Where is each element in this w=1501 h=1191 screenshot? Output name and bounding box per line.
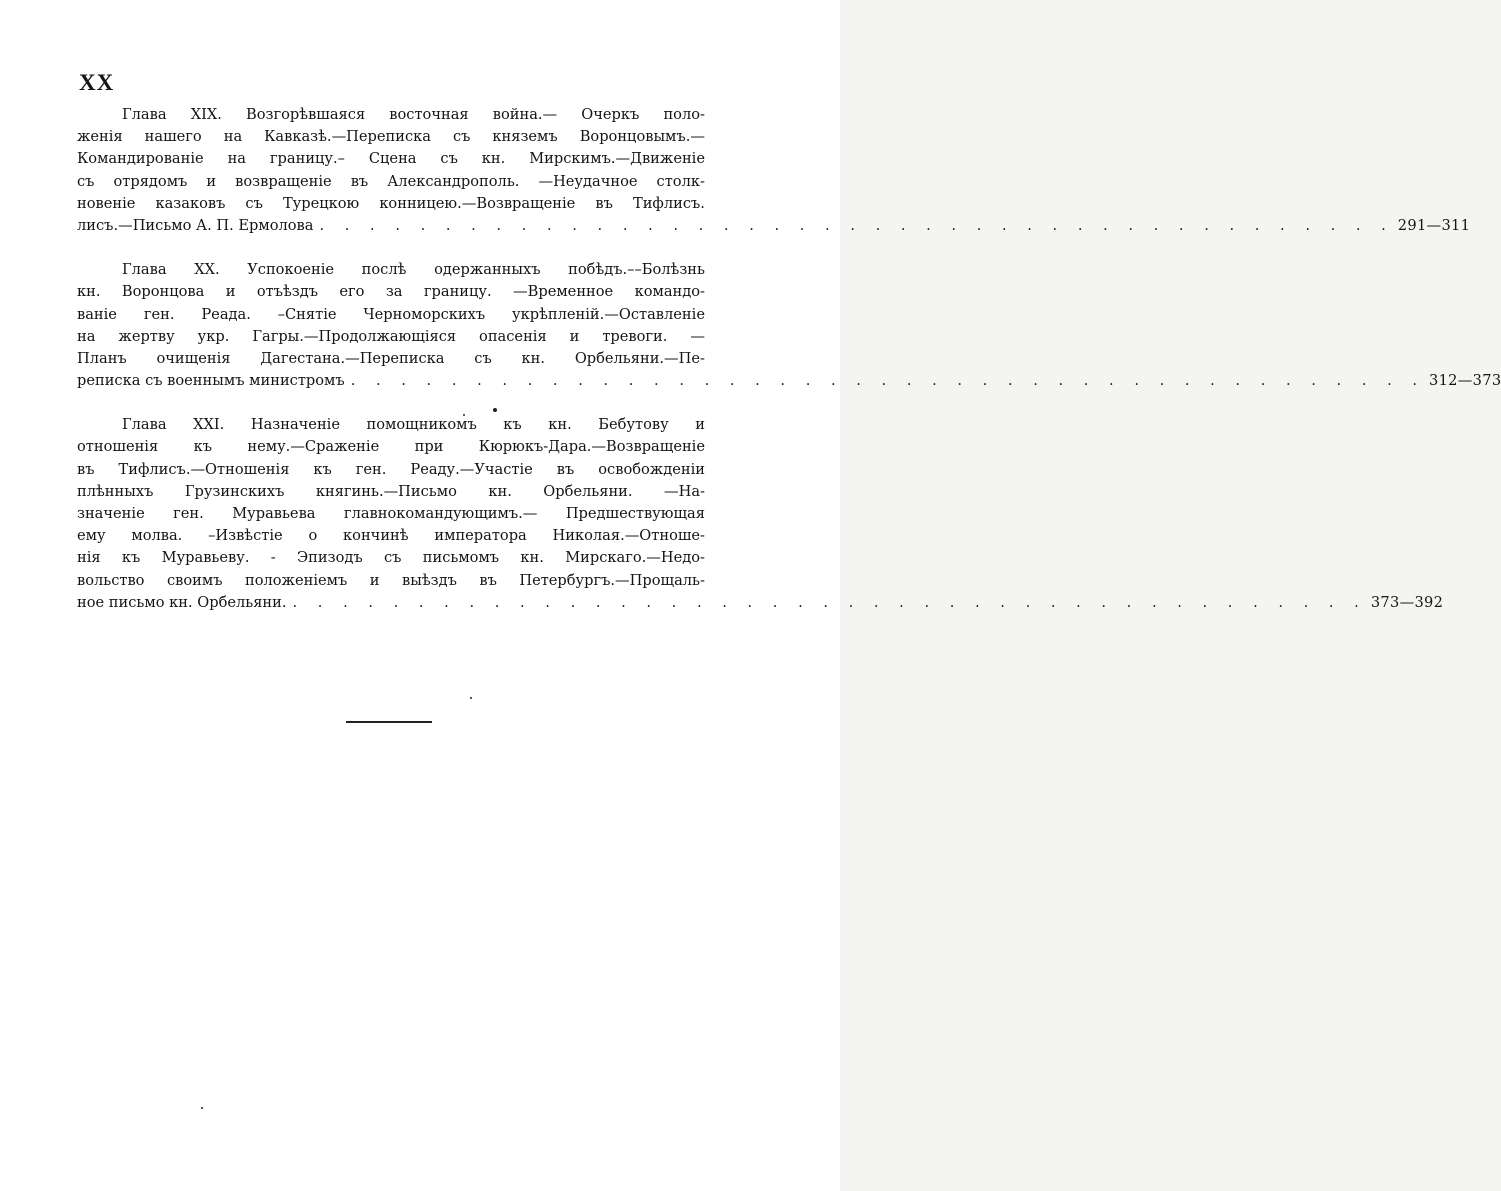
toc-line [77, 436, 705, 458]
word: Реаду.—Участіе [410, 460, 533, 478]
word: и [695, 416, 705, 434]
word: Успокоеніе [247, 261, 335, 279]
page-number: XX [79, 70, 115, 95]
word: –Снятіе [277, 305, 337, 323]
word: — [690, 327, 705, 345]
word: съ [77, 172, 95, 190]
word: кн. [548, 416, 572, 434]
word: Орбельяни. [543, 482, 633, 500]
word: отъѣздъ [256, 283, 319, 301]
word: нія [77, 549, 101, 567]
word: Дагестана.—Переписка [260, 349, 445, 367]
print-speck [493, 408, 497, 412]
word: Командированіе [77, 150, 204, 168]
word: кн. [520, 549, 544, 567]
word: Грузинскихъ [184, 482, 285, 500]
word: опасенія [479, 327, 547, 345]
word: Александрополь. [387, 172, 520, 190]
word: вольство [77, 571, 145, 589]
word: и [369, 571, 380, 589]
page-range: 291—311 [1397, 216, 1471, 234]
word: Гагры.—Продолжающіяся [252, 327, 457, 345]
word: Черноморскихъ [363, 305, 486, 323]
word: въ [595, 194, 613, 212]
toc-line [77, 171, 705, 193]
word: кончинѣ [343, 527, 409, 545]
toc-entry [77, 104, 1471, 237]
word: командо- [634, 283, 705, 301]
word: отношенія [77, 438, 159, 456]
toc-line [77, 148, 705, 170]
word: восточная [389, 106, 469, 123]
word: нашего [144, 128, 202, 146]
leader-dots: . . . . . . . . . . . . . . . . . . . . . . . . . . . . . . . . . . . . . . . . . . . [292, 593, 1367, 611]
word: Кюрюкъ-Дара.—Возвращеніе [478, 438, 705, 456]
word: —Неудачное [538, 172, 638, 190]
closing-rule [346, 721, 432, 723]
word: Муравьева [232, 505, 316, 522]
word: женія [77, 128, 123, 146]
word: конницею.—Возвращеніе [379, 194, 576, 212]
toc-line [77, 348, 705, 370]
word: побѣдъ.––Болѣзнь [568, 261, 705, 279]
word: Назначеніе [250, 416, 340, 434]
word: съ [440, 150, 458, 168]
word: ген. [355, 460, 387, 478]
toc-line [77, 459, 705, 481]
word: ему [77, 527, 106, 545]
word: —Временное [513, 283, 614, 301]
word: Мирскаго.—Недо- [565, 549, 705, 567]
print-speck [201, 1107, 203, 1109]
word: столк- [656, 172, 705, 190]
toc-line [77, 304, 705, 326]
word: Тифлисъ. [632, 194, 705, 212]
toc-line [77, 104, 705, 126]
word: поло- [663, 106, 705, 123]
word: съ [383, 549, 402, 567]
word: значеніе [77, 505, 145, 522]
word: Муравьеву. [161, 549, 250, 567]
word: Сцена [368, 150, 417, 168]
word: своимъ [166, 571, 223, 589]
word: ваніе [77, 305, 117, 323]
word: Реада. [201, 305, 251, 323]
word: Очеркъ [581, 106, 640, 123]
word: послѣ [361, 261, 407, 279]
toc-line [77, 193, 705, 215]
word: тревоги. [602, 327, 668, 345]
word: Мирскимъ.—Движеніе [529, 150, 705, 168]
word: съ [452, 128, 471, 146]
word: нему.—Сраженіе [247, 438, 380, 456]
toc-line-with-pages [77, 370, 1501, 392]
word: освобожденіи [598, 460, 705, 478]
word: XX. [194, 261, 220, 279]
word: XIX. [190, 106, 222, 123]
toc-line-with-pages [77, 592, 1444, 614]
word: Эпизодъ [297, 549, 363, 567]
word: при [414, 438, 444, 456]
toc-line-text: ное письмо кн. Орбельяни. [77, 593, 287, 611]
word: укр. [197, 327, 230, 345]
toc-line [77, 481, 705, 503]
word: Бебутову [598, 416, 669, 434]
word: съ [245, 194, 263, 212]
word: казаковъ [155, 194, 226, 212]
toc-line [77, 503, 705, 525]
toc-entry [77, 259, 1501, 392]
page-range: 373—392 [1370, 593, 1444, 611]
word: Тифлисъ.—Отношенія [118, 460, 290, 478]
word: о [308, 527, 318, 545]
word: кн. [521, 349, 546, 367]
word: и [225, 283, 236, 301]
toc-line [77, 326, 705, 348]
word: границу.– [269, 150, 345, 168]
word: Воронцовымъ.— [579, 128, 705, 146]
word: княгинь.—Письмо [315, 482, 457, 500]
leader-dots: . . . . . . . . . . . . . . . . . . . . . . . . . . . . . . . . . . . . . . . . . . . [319, 216, 1394, 234]
word: въ [77, 460, 95, 478]
word: границу. [423, 283, 492, 301]
word: въ [350, 172, 369, 190]
word: отрядомъ [113, 172, 188, 190]
word: главнокомандующимъ.— [343, 505, 538, 522]
word: кн. [481, 150, 506, 168]
word: ген. [143, 305, 175, 323]
word: на [77, 327, 96, 345]
word: Орбельяни.—Пе- [574, 349, 705, 367]
word: Кавказѣ.—Переписка [264, 128, 431, 146]
word: ген. [173, 505, 204, 522]
word: кн. [77, 283, 101, 301]
word: Глава [122, 261, 167, 279]
word: Планъ [77, 349, 127, 367]
word: Возгорѣвшаяся [246, 106, 366, 123]
word: и [569, 327, 580, 345]
word: одержанныхъ [434, 261, 541, 279]
word: его [339, 283, 365, 301]
word: Глава [122, 416, 167, 434]
toc-line [77, 414, 705, 436]
word: къ [121, 549, 141, 567]
word: къ [503, 416, 522, 434]
word: укрѣпленій.—Оставленіе [512, 305, 705, 323]
word: Воронцова [121, 283, 205, 301]
word: выѣздъ [402, 571, 457, 589]
word: —На- [664, 482, 705, 500]
table-of-contents [77, 104, 1501, 636]
word: XXI. [193, 416, 225, 434]
word: плѣнныхъ [77, 482, 154, 500]
word: положеніемъ [244, 571, 348, 589]
word: Петербургъ.—Прощаль- [519, 571, 705, 589]
word: возвращеніе [235, 172, 332, 190]
leader-dots: . . . . . . . . . . . . . . . . . . . . . . . . . . . . . . . . . . . . . . . . . . . [350, 372, 1426, 390]
toc-line [77, 126, 705, 148]
word: письмомъ [422, 549, 500, 567]
print-speck [463, 414, 465, 416]
word: Предшествующая [565, 505, 705, 522]
word: къ [313, 460, 332, 478]
word: Глава [122, 106, 167, 123]
word: княземъ [492, 128, 558, 146]
word: и [206, 172, 217, 190]
word: Николая.—Отноше- [552, 527, 705, 545]
toc-entry [77, 414, 1444, 614]
toc-line [77, 570, 705, 592]
word: война.— [492, 106, 558, 123]
print-speck [470, 697, 472, 699]
toc-line [77, 281, 705, 303]
word: –Извѣстіе [208, 527, 283, 545]
word: кн. [488, 482, 512, 500]
toc-line-with-pages [77, 215, 1471, 237]
page-range: 312—373 [1429, 372, 1501, 390]
word: помощникомъ [366, 416, 477, 434]
toc-line [77, 525, 705, 547]
word: императора [434, 527, 527, 545]
word: молва. [131, 527, 183, 545]
word: очищенія [156, 349, 231, 367]
toc-line [77, 547, 705, 569]
toc-line [77, 259, 705, 281]
toc-line-text: реписка съ военнымъ министромъ [77, 372, 345, 390]
word: Турецкою [282, 194, 360, 212]
word: въ [479, 571, 497, 589]
word: въ [556, 460, 575, 478]
word: съ [474, 349, 492, 367]
word: за [385, 283, 403, 301]
word: - [270, 549, 276, 567]
word: на [223, 128, 243, 146]
toc-line-text: лисъ.—Письмо А. П. Ермолова [77, 216, 314, 234]
word: къ [193, 438, 212, 456]
word: жертву [118, 327, 175, 345]
word: новеніе [77, 194, 136, 212]
word: на [227, 150, 246, 168]
